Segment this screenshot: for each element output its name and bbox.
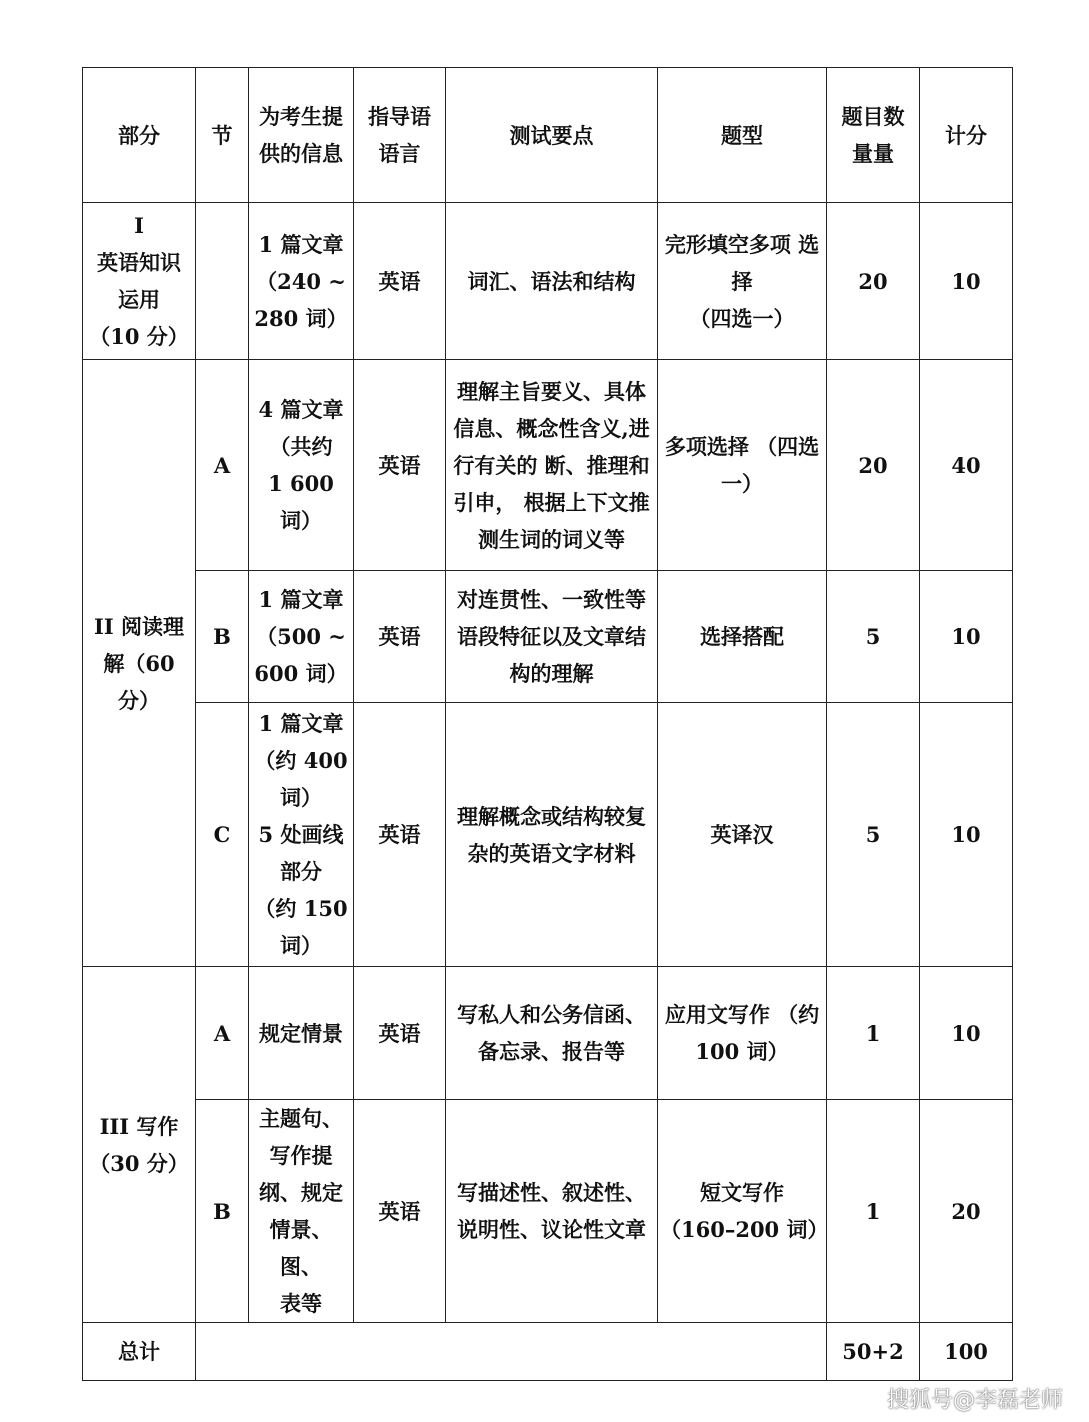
info-cell: 规定情景 [249,967,354,1100]
table-row [83,360,1013,571]
header-points: 测试要点 [446,68,658,203]
points-cell: 理解概念或结构较复 杂的英语文字材料 [446,703,658,967]
header-section: 节 [196,68,249,203]
total-row [83,1323,1013,1381]
table-row [83,571,1013,703]
header-info: 为考生提 供的信息 [249,68,354,203]
table-row [83,203,1013,360]
info-cell: 1 篇文章 （约 400 词） 5 处画线 部分 （约 150 词） [249,703,354,967]
type-cell: 应用文写作 （约 100 词） [658,967,827,1100]
lang-cell: 英语 [354,1100,446,1323]
table-row [83,967,1013,1100]
info-cell: 主题句、 写作提 纲、规定 情景、图、 表等 [249,1100,354,1323]
header-count: 题目数 量量 [827,68,920,203]
total-label: 总计 [83,1323,196,1381]
count-cell: 20 [827,203,920,360]
count-cell: 1 [827,967,920,1100]
part-cell: III 写作 （30 分） [83,967,196,1323]
section-cell: B [196,571,249,703]
lang-cell: 英语 [354,703,446,967]
section-cell [196,203,249,360]
table-row [83,703,1013,967]
table-row [83,1100,1013,1323]
type-cell: 选择搭配 [658,571,827,703]
lang-cell: 英语 [354,967,446,1100]
section-cell: A [196,360,249,571]
type-cell: 英译汉 [658,703,827,967]
exam-structure-table [82,67,1013,1381]
count-cell: 5 [827,571,920,703]
info-cell: 4 篇文章 （共约 1 600 词） [249,360,354,571]
points-cell: 写描述性、叙述性、 说明性、议论性文章 [446,1100,658,1323]
type-cell: 完形填空多项 选 择 （四选一） [658,203,827,360]
score-cell: 10 [920,203,1013,360]
header-part: 部分 [83,68,196,203]
info-cell: 1 篇文章 （500 ~ 600 词） [249,571,354,703]
header-type: 题型 [658,68,827,203]
points-cell: 写私人和公务信函、 备忘录、报告等 [446,967,658,1100]
type-cell: 多项选择 （四选 一） [658,360,827,571]
points-cell: 理解主旨要义、具体 信息、概念性含义,进 行有关的 断、推理和 引申， 根据上下文推 测生词的词义等 [446,360,658,571]
part-cell: I 英语知识 运用 （10 分） [83,203,196,360]
section-cell: A [196,967,249,1100]
points-cell: 对连贯性、一致性等 语段特征以及文章结 构的理解 [446,571,658,703]
score-cell: 40 [920,360,1013,571]
header-score: 计分 [920,68,1013,203]
score-cell: 10 [920,703,1013,967]
score-cell: 10 [920,967,1013,1100]
watermark: 搜狐号@李磊老师 [886,1388,1063,1413]
count-cell: 1 [827,1100,920,1323]
total-count: 50+2 [827,1323,920,1381]
info-cell: 1 篇文章 （240 ~ 280 词） [249,203,354,360]
header-row [83,68,1013,203]
count-cell: 20 [827,360,920,571]
lang-cell: 英语 [354,571,446,703]
header-lang: 指导语 语言 [354,68,446,203]
count-cell: 5 [827,703,920,967]
total-empty-cell [196,1323,827,1381]
section-cell: C [196,703,249,967]
points-cell: 词汇、语法和结构 [446,203,658,360]
part-cell: II 阅读理 解（60 分） [83,360,196,967]
type-cell: 短文写作 （160–200 词） [658,1100,827,1323]
lang-cell: 英语 [354,360,446,571]
score-cell: 10 [920,571,1013,703]
score-cell: 20 [920,1100,1013,1323]
total-score: 100 [920,1323,1013,1381]
section-cell: B [196,1100,249,1323]
lang-cell: 英语 [354,203,446,360]
